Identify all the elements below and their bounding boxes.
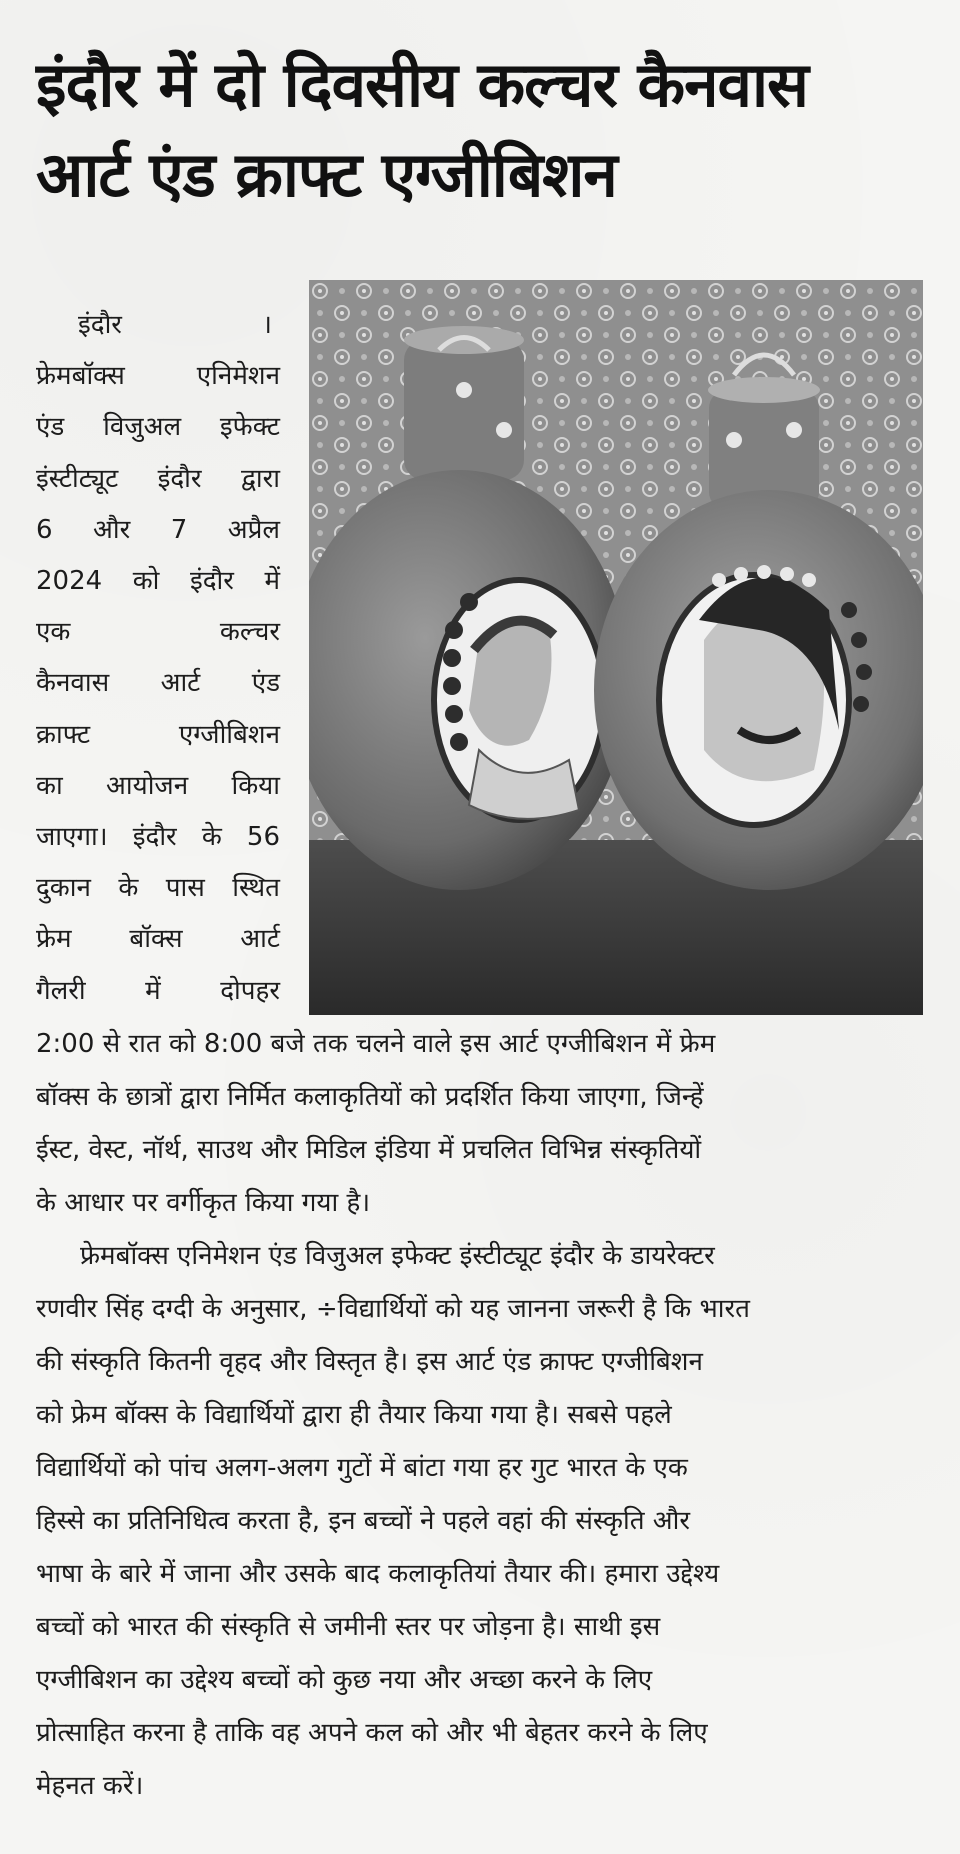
paragraph-line: बॉक्स के छात्रों द्वारा निर्मित कलाकृतियों को प्रदर्शित किया जाएगा, जिन्हें — [36, 1082, 704, 1112]
lede-line: एंड विजुअल इफेक्ट — [36, 412, 280, 443]
lede-line: जाएगा। इंदौर के 56 — [36, 822, 280, 853]
paragraph-line: रणवीर सिंह दग्दी के अनुसार, ÷विद्यार्थियों को यह जानना जरूरी है कि भारत — [36, 1294, 750, 1324]
headline-line-1: इंदौर में दो दिवसीय कल्चर कैनवास — [36, 48, 808, 121]
paragraph-2 — [36, 1230, 928, 1813]
paragraph-line: प्रोत्साहित करना है ताकि वह अपने कल को और भी बेहतर करने के लिए — [36, 1718, 708, 1748]
lede-body — [36, 351, 280, 1017]
lede-line: कैनवास आर्ट एंड — [36, 668, 280, 699]
headline-line-2: आर्ट एंड क्राफ्ट एग्जीबिशन — [36, 138, 617, 211]
lede-line: फ्रेमबॉक्स एनिमेशन — [36, 361, 280, 392]
paragraph-line: बच्चों को भारत की संस्कृति से जमीनी स्तर पर जोड़ना है। साथी इस — [36, 1612, 661, 1642]
paragraph-line: मेहनत करें। — [36, 1771, 144, 1801]
article-headline — [36, 40, 936, 220]
lede-line: दुकान के पास स्थित — [36, 873, 280, 904]
lede-column — [36, 300, 280, 1017]
lede-line: फ्रेम बॉक्स आर्ट — [36, 924, 280, 955]
paragraph-line: विद्यार्थियों को पांच अलग-अलग गुटों में बांटा गया हर गुट भारत के एक — [36, 1453, 688, 1483]
paragraph-line: की संस्कृति कितनी वृहद और विस्तृत है। इस आर्ट एंड क्राफ्ट एग्जीबिशन — [36, 1347, 703, 1377]
paragraph-line: हिस्से का प्रतिनिधित्व करता है, इन बच्चों ने पहले वहां की संस्कृति और — [36, 1506, 691, 1536]
dateline-city: इंदौर — [78, 310, 122, 340]
dateline-mark: । — [262, 310, 272, 340]
photo-illustration — [309, 280, 923, 1015]
paragraph-line: को फ्रेम बॉक्स के विद्यार्थियों द्वारा ही तैयार किया गया है। सबसे पहले — [36, 1400, 672, 1430]
painted-pots-photo — [309, 280, 923, 1015]
dateline — [36, 300, 280, 351]
paragraph-line: एग्जीबिशन का उद्देश्य बच्चों को कुछ नया और अच्छा करने के लिए — [36, 1665, 653, 1695]
paragraph-line: भाषा के बारे में जाना और उसके बाद कलाकृतियां तैयार की। हमारा उद्देश्य — [36, 1559, 720, 1589]
paragraph-line: 2:00 से रात को 8:00 बजे तक चलने वाले इस आर्ट एग्जीबिशन में फ्रेम — [36, 1029, 716, 1059]
lede-line: इंस्टीट्यूट इंदौर द्वारा — [36, 463, 280, 494]
lede-line: का आयोजन किया — [36, 770, 280, 801]
lede-line: गैलरी में दोपहर — [36, 975, 280, 1006]
lede-line: एक कल्चर — [36, 617, 280, 648]
paragraph-line: फ्रेमबॉक्स एनिमेशन एंड विजुअल इफेक्ट इंस्टीट्यूट इंदौर के डायरेक्टर — [80, 1241, 715, 1271]
paragraph-line: के आधार पर वर्गीकृत किया गया है। — [36, 1188, 371, 1218]
lede-line: 6 और 7 अप्रैल — [36, 514, 280, 545]
article-body — [36, 1018, 928, 1813]
lede-line: क्राफ्ट एग्जीबिशन — [36, 719, 280, 750]
paragraph-line: ईस्ट, वेस्ट, नॉर्थ, साउथ और मिडिल इंडिया में प्रचलित विभिन्न संस्कृतियों — [36, 1135, 702, 1165]
paragraph-1 — [36, 1018, 928, 1230]
lede-line: 2024 को इंदौर में — [36, 566, 280, 597]
